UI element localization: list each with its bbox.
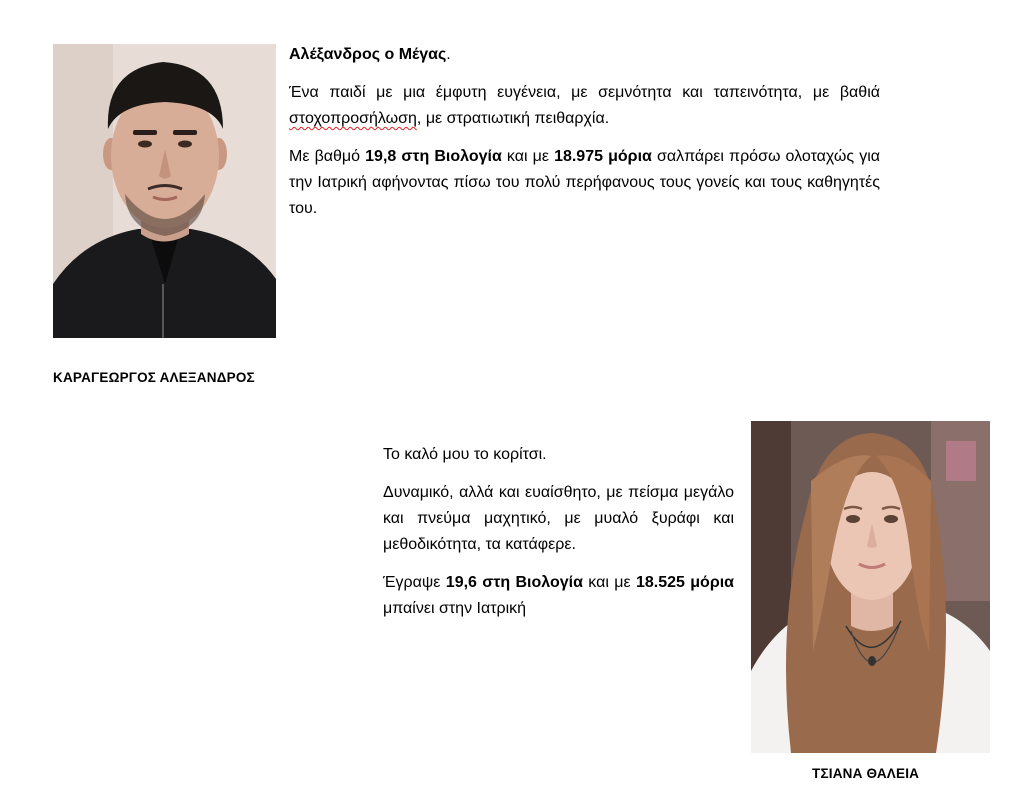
points-bold: 18.525 μόρια xyxy=(635,574,735,591)
portrait-photo-thaleia xyxy=(751,421,990,753)
intro-line: Το καλό μου το κορίτσι. xyxy=(383,446,547,463)
grades-part1: Έγραψε xyxy=(383,574,446,591)
grades-part1: Με βαθμό xyxy=(289,148,366,165)
paragraph-description: Δυναμικό, αλλά και ευαίσθητο, με πείσμα μεγάλο και πνεύμα μαχητικό, με μυαλό ξυράφι και μεθοδικότητα, τα κατάφερε. xyxy=(383,484,734,553)
grades-part2: και με xyxy=(582,574,636,591)
text-block-alexandros xyxy=(289,42,880,234)
grades-part3: σαλπάρει πρόσω ολοταχώς για την Ιατρική αφήνοντας πίσω του πολύ περήφανους τους γονείς και τους καθηγητές του. xyxy=(289,148,881,217)
paragraph-description xyxy=(289,80,880,132)
grade-bold: 19,6 στη Βιολογία xyxy=(445,574,583,591)
grade-bold: 19,8 στη Βιολογία xyxy=(365,148,502,165)
paragraph-grades xyxy=(289,144,880,222)
title-punct: . xyxy=(446,46,451,63)
portrait-photo-alexandros xyxy=(53,44,276,338)
text-block-thaleia xyxy=(383,442,734,634)
grades-part2: και με xyxy=(501,148,555,165)
desc-part1: Ένα παιδί με μια έμφυτη ευγένεια, με σεμνότητα και ταπεινότητα, με βαθιά xyxy=(289,84,880,101)
title-line xyxy=(289,42,880,68)
points-bold: 18.975 μόρια xyxy=(554,148,652,165)
grades-part3: μπαίνει στην Ιατρική xyxy=(383,600,527,617)
caption-name-alexandros: ΚΑΡΑΓΕΩΡΓΟΣ ΑΛΕΞΑΝΔΡΟΣ xyxy=(53,370,255,385)
caption-name-thaleia: ΤΣΙΑΝΑ ΘΑΛΕΙΑ xyxy=(812,766,920,781)
title-bold: Αλέξανδρος ο Μέγας xyxy=(289,46,447,63)
paragraph-grades xyxy=(383,570,734,622)
desc-part2: , με στρατιωτική πειθαρχία. xyxy=(416,110,610,127)
misspelled-word[interactable]: στοχοπροσήλωση xyxy=(289,110,417,127)
